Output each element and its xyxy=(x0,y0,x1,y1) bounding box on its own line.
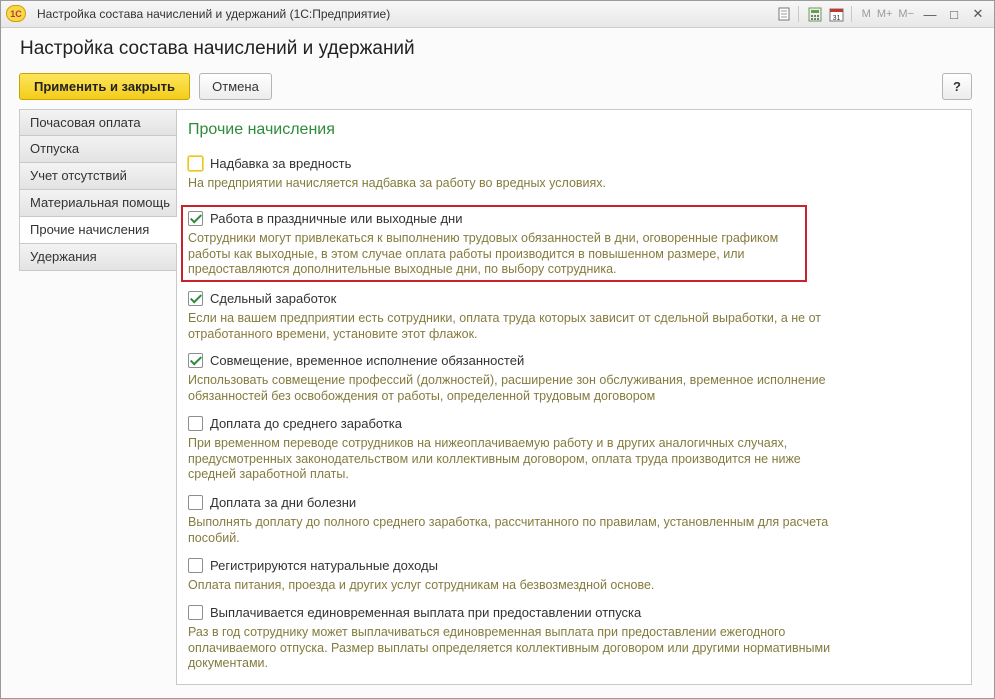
option-in-kind-income xyxy=(188,556,848,594)
title-bar xyxy=(1,1,994,28)
option-description: При временном переводе сотрудников на нижеоплачиваемую работу и в других аналогичных случаях, предусмотренных законодательством или коллективным договором, оплата труда производится не ниже средней заработной платы. xyxy=(188,436,801,481)
window-title: Настройка состава начислений и удержаний (1С:Предприятие) xyxy=(37,7,391,21)
checkbox-hazard-allowance[interactable] xyxy=(188,156,203,171)
calendar-icon[interactable] xyxy=(827,4,847,24)
option-label[interactable]: Сдельный заработок xyxy=(210,290,337,306)
calendar-day: 31 xyxy=(832,14,841,22)
toolbar-divider xyxy=(798,6,799,22)
option-hazard-allowance xyxy=(188,154,848,192)
option-description: Выполнять доплату до полного среднего заработка, рассчитанного по правилам, установленным для расчета пособий. xyxy=(188,515,829,545)
maximize-button[interactable]: □ xyxy=(950,6,958,22)
document-icon[interactable] xyxy=(774,4,794,24)
settings-panel xyxy=(176,109,972,685)
checkbox-holiday-work[interactable] xyxy=(188,211,203,226)
close-button[interactable]: ✕ xyxy=(972,6,984,21)
title-bar-tools xyxy=(772,4,986,24)
tab-vacations[interactable]: Отпуска xyxy=(19,136,177,163)
page-title: Настройка состава начислений и удержаний xyxy=(20,38,415,59)
checkbox-piecework[interactable] xyxy=(188,291,203,306)
cancel-button[interactable]: Отмена xyxy=(199,73,272,100)
checkbox-average-pay-topup[interactable] xyxy=(188,416,203,431)
checkbox-combination[interactable] xyxy=(188,353,203,368)
checkbox-sick-days-topup[interactable] xyxy=(188,495,203,510)
tab-other-accruals[interactable]: Прочие начисления xyxy=(19,217,177,244)
settings-tabs xyxy=(19,109,177,271)
toolbar-divider xyxy=(851,6,852,22)
option-description: На предприятии начисляется надбавка за работу во вредных условиях. xyxy=(188,176,607,190)
section-title: Прочие начисления xyxy=(188,121,335,138)
option-sick-days-topup xyxy=(188,493,848,546)
option-label[interactable]: Работа в праздничные или выходные дни xyxy=(210,210,463,226)
checkbox-in-kind-income[interactable] xyxy=(188,558,203,573)
option-description: Раз в год сотруднику может выплачиваться единовременная выплата при предоставлении ежегодного оплачиваемого отпуска. Размер выплаты определяется коллективным договором или другими нормативными документами. xyxy=(188,625,831,670)
tab-material-aid[interactable]: Материальная помощь xyxy=(19,190,177,217)
option-description: Оплата питания, проезда и других услуг сотрудникам на безвозмездной основе. xyxy=(188,578,655,592)
option-label[interactable]: Выплачивается единовременная выплата при предоставлении отпуска xyxy=(210,604,642,620)
option-label[interactable]: Совмещение, временное исполнение обязанностей xyxy=(210,352,525,368)
calculator-icon[interactable] xyxy=(805,4,825,24)
app-logo-icon: 1С xyxy=(6,5,26,22)
option-label[interactable]: Регистрируются натуральные доходы xyxy=(210,557,438,573)
checkbox-vacation-lump-sum[interactable] xyxy=(188,605,203,620)
memory-button[interactable]: M xyxy=(861,8,871,20)
option-description: Использовать совмещение профессий (должностей), расширение зон обслуживания, временное исполнение обязанностей без освобождения от работы, определенной трудовым договором xyxy=(188,373,826,403)
tab-deductions[interactable]: Удержания xyxy=(19,244,177,271)
option-holiday-work xyxy=(188,209,803,278)
option-piecework xyxy=(188,289,848,342)
option-description: Если на вашем предприятии есть сотрудники, оплата труда которых зависит от сдельной выработки, а не от отработанного времени, установите этот флажок. xyxy=(188,311,822,341)
option-description: Сотрудники могут привлекаться к выполнению трудовых обязанностей в дни, оговоренные графиком работы как выходные, в этом случае оплата работы производится в повышенном размере, или предоставляются дополнительные выходные дни, по выбору сотрудника. xyxy=(188,231,779,276)
memory-add-button[interactable]: M+ xyxy=(876,8,893,20)
option-label[interactable]: Доплата за дни болезни xyxy=(210,494,357,510)
option-average-pay-topup xyxy=(188,414,838,483)
memory-subtract-button[interactable]: M− xyxy=(898,8,914,20)
apply-and-close-button[interactable]: Применить и закрыть xyxy=(19,73,190,100)
minimize-button[interactable]: — xyxy=(923,6,937,22)
option-combination xyxy=(188,351,848,404)
option-vacation-lump-sum xyxy=(188,603,858,672)
tab-absence-tracking[interactable]: Учет отсутствий xyxy=(19,163,177,190)
tab-hourly-pay[interactable]: Почасовая оплата xyxy=(19,109,177,136)
option-label[interactable]: Надбавка за вредность xyxy=(210,155,352,171)
help-button[interactable]: ? xyxy=(942,73,972,100)
option-label[interactable]: Доплата до среднего заработка xyxy=(210,415,402,431)
